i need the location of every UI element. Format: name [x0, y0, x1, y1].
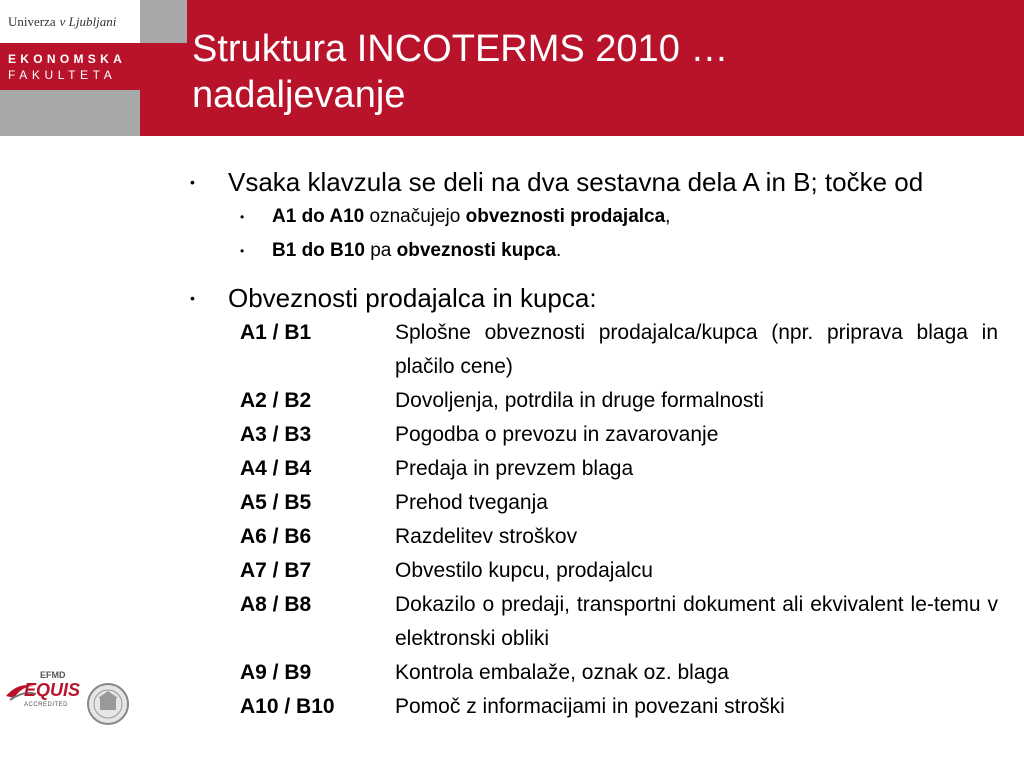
university-name: Univerza	[8, 13, 56, 29]
bullet-2-text: Obveznosti prodajalca in kupca:	[228, 283, 597, 313]
table-row	[240, 520, 998, 554]
sub-bullet-a-text: A1 do A10 označujejo obveznosti prodajalca,	[272, 206, 671, 227]
header-gray-strip	[140, 0, 187, 43]
row-description: Kontrola embalaže, oznak oz. blaga	[395, 661, 729, 684]
row-description: Dovoljenja, potrdila in druge formalnosti	[395, 389, 764, 412]
sub-bullet-a	[240, 200, 1005, 234]
table-row	[240, 690, 998, 724]
row-code: A3 / B3	[240, 423, 312, 446]
efmd-label: EFMD	[40, 670, 66, 680]
row-code: A5 / B5	[240, 491, 312, 514]
sub-bullet-dot: •	[240, 244, 245, 258]
university-logo	[0, 0, 140, 43]
faculty-logo	[0, 43, 140, 90]
table-row	[240, 554, 998, 588]
row-code: A1 / B1	[240, 321, 312, 344]
row-code: A10 / B10	[240, 695, 335, 718]
table-row	[240, 452, 998, 486]
row-code: A9 / B9	[240, 661, 312, 684]
bullet-1	[190, 164, 1005, 200]
bullet-1-text: Vsaka klavzula se deli na dva sestavna dela A in B; točke od	[228, 167, 924, 197]
row-description: Prehod tveganja	[395, 491, 548, 514]
title-line1: Struktura INCOTERMS 2010 …	[192, 28, 729, 70]
bullet-dot: •	[190, 290, 195, 306]
slide-title	[192, 26, 1012, 118]
logo-gray-block	[0, 90, 140, 136]
table-row	[240, 384, 998, 418]
table-row	[240, 656, 998, 690]
sub-bullet-b	[240, 234, 1005, 268]
table-row	[240, 486, 998, 520]
faculty-line2: FAKULTETA	[8, 68, 117, 82]
table-row	[240, 588, 998, 656]
row-description: Pomoč z informacijami in povezani stroški	[395, 695, 785, 718]
accredited-label: ACCREDITED	[24, 702, 69, 708]
row-code: A8 / B8	[240, 593, 312, 616]
row-description: Pogodba o prevozu in zavarovanje	[395, 423, 719, 446]
obligations-table	[240, 316, 998, 724]
sub-bullet-b-text: B1 do B10 pa obveznosti kupca.	[272, 240, 562, 261]
sub-bullet-dot: •	[240, 210, 245, 224]
row-description: Predaja in prevzem blaga	[395, 457, 634, 480]
bullet-2	[190, 280, 1005, 316]
row-description: Splošne obveznosti prodajalca/kupca (npr. priprava blaga in plačilo cene)	[395, 321, 998, 378]
row-code: A2 / B2	[240, 389, 312, 412]
bullet-dot: •	[190, 174, 195, 190]
title-line2: nadaljevanje	[192, 74, 406, 116]
row-description: Obvestilo kupcu, prodajalcu	[395, 559, 653, 582]
faculty-line1: EKONOMSKA	[8, 52, 127, 66]
university-city: v Ljubljani	[59, 13, 117, 29]
row-description: Razdelitev stroškov	[395, 525, 578, 548]
row-code: A4 / B4	[240, 457, 312, 480]
row-code: A6 / B6	[240, 525, 312, 548]
equis-label: EQUIS	[24, 680, 81, 700]
row-description: Dokazilo o predaji, transportni dokument ali ekvivalent le-temu v elektronski obliki	[395, 593, 998, 650]
row-code: A7 / B7	[240, 559, 312, 582]
accreditation-logos	[0, 660, 140, 740]
table-row	[240, 418, 998, 452]
table-row	[240, 316, 998, 384]
slide-content	[190, 164, 1005, 724]
